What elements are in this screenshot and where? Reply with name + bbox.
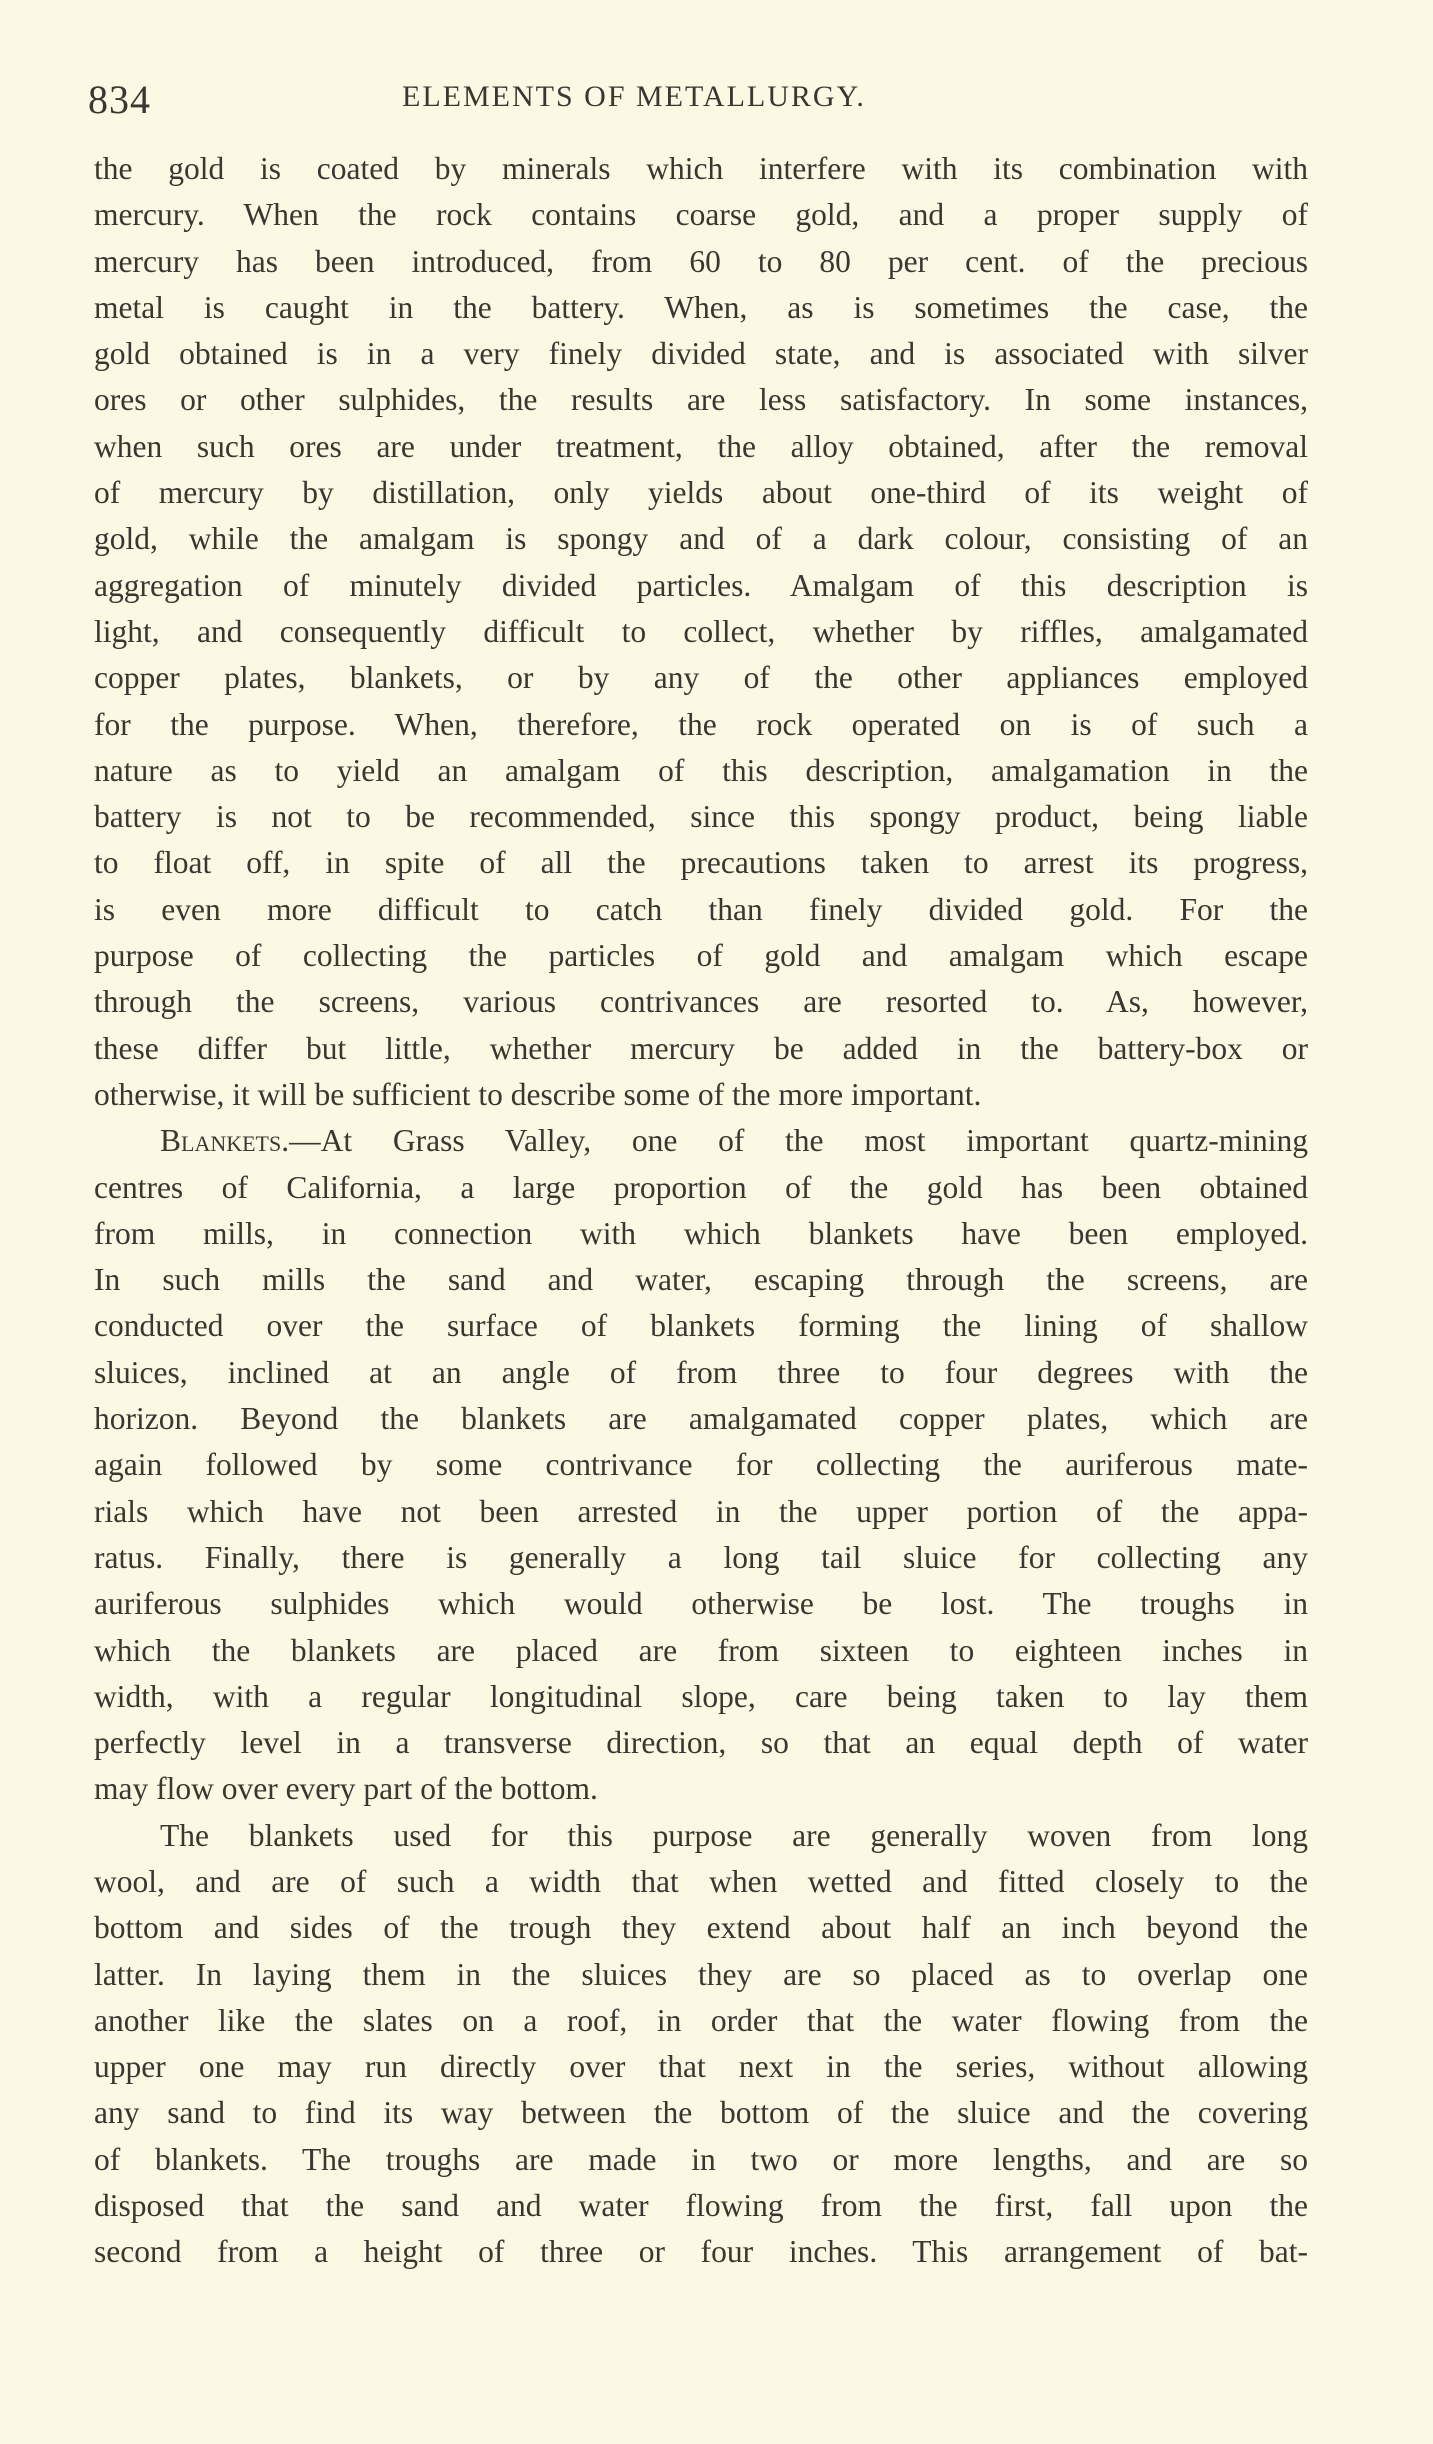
text-line: ores or other sulphides, the results are less satisfactory. In some instances, <box>94 382 1308 418</box>
section-first-line <box>94 1118 1308 1164</box>
text-line: ratus. Finally, there is generally a long tail sluice for collecting any <box>94 1539 1308 1575</box>
text-line: light, and consequently difficult to collect, whether by riffles, amalgamated <box>94 613 1308 649</box>
text-line: horizon. Beyond the blankets are amalgamated copper plates, which are <box>94 1401 1308 1437</box>
body-text <box>94 146 1308 2276</box>
text-line: disposed that the sand and water flowing from the first, fall upon the <box>94 2188 1308 2224</box>
text-line: purpose of collecting the particles of gold and amalgam which escape <box>94 938 1308 974</box>
text-line: latter. In laying them in the sluices they are so placed as to overlap one <box>94 1956 1308 1992</box>
text-line: centres of California, a large proportion of the gold has been obtained <box>94 1169 1308 1205</box>
text-line: when such ores are under treatment, the alloy obtained, after the removal <box>94 428 1308 464</box>
text-line: aggregation of minutely divided particles. Amalgam of this description is <box>94 567 1308 603</box>
text-line: gold obtained is in a very finely divided state, and is associated with silver <box>94 336 1308 372</box>
text-line: sluices, inclined at an angle of from three to four degrees with the <box>94 1354 1308 1390</box>
text-line: width, with a regular longitudinal slope, care being taken to lay them <box>94 1678 1308 1714</box>
text-line: may flow over every part of the bottom. <box>94 1771 598 1807</box>
text-line: any sand to find its way between the bottom of the sluice and the covering <box>94 2095 1308 2131</box>
text-line: upper one may run directly over that next in the series, without allowing <box>94 2049 1308 2085</box>
text-line: another like the slates on a roof, in order that the water flowing from the <box>94 2002 1308 2038</box>
text-line: perfectly level in a transverse direction, so that an equal depth of water <box>94 1725 1308 1761</box>
text-line: bottom and sides of the trough they extend about half an inch beyond the <box>94 1910 1308 1946</box>
text-line: otherwise, it will be sufficient to describe some of the more important. <box>94 1076 982 1112</box>
text-line: of blankets. The troughs are made in two or more lengths, and are so <box>94 2141 1308 2177</box>
text-line: conducted over the surface of blankets forming the lining of shallow <box>94 1308 1308 1344</box>
text-line: At Grass Valley, one of the most important quartz-mining <box>320 1123 1308 1159</box>
text-line: through the screens, various contrivances are resorted to. As, however, <box>94 984 1308 1020</box>
text-line: wool, and are of such a width that when wetted and fitted closely to the <box>94 1863 1308 1899</box>
text-line: these differ but little, whether mercury be added in the battery-box or <box>94 1030 1308 1066</box>
text-line: The blankets used for this purpose are generally woven from long <box>160 1817 1308 1853</box>
text-line: mercury has been introduced, from 60 to 80 per cent. of the precious <box>94 243 1308 279</box>
text-line: for the purpose. When, therefore, the rock operated on is of such a <box>94 706 1308 742</box>
text-line: copper plates, blankets, or by any of the other appliances employed <box>94 660 1308 696</box>
text-line: battery is not to be recommended, since this spongy product, being liable <box>94 799 1308 835</box>
text-line: to float off, in spite of all the precautions taken to arrest its progress, <box>94 845 1308 881</box>
text-line: the gold is coated by minerals which interfere with its combination with <box>94 151 1308 186</box>
text-line: metal is caught in the battery. When, as is sometimes the case, the <box>94 289 1308 325</box>
text-line: which the blankets are placed are from sixteen to eighteen inches in <box>94 1632 1308 1668</box>
text-line: nature as to yield an amalgam of this description, amalgamation in the <box>94 752 1308 788</box>
text-line: second from a height of three or four inches. This arrangement of bat- <box>94 2234 1308 2270</box>
running-title: ELEMENTS OF METALLURGY. <box>402 80 866 113</box>
section-heading: Blankets.— <box>160 1123 321 1159</box>
text-line: of mercury by distillation, only yields about one-third of its weight of <box>94 475 1308 511</box>
text-line: from mills, in connection with which blankets have been employed. <box>94 1215 1308 1251</box>
text-line: rials which have not been arrested in the upper portion of the appa- <box>94 1493 1308 1529</box>
text-line: gold, while the amalgam is spongy and of a dark colour, consisting of an <box>94 521 1308 557</box>
text-line: In such mills the sand and water, escaping through the screens, are <box>94 1262 1308 1298</box>
text-line: again followed by some contrivance for collecting the auriferous mate- <box>94 1447 1308 1483</box>
text-line: mercury. When the rock contains coarse gold, and a proper supply of <box>94 197 1308 233</box>
text-line: is even more difficult to catch than finely divided gold. For the <box>94 891 1308 927</box>
text-line: auriferous sulphides which would otherwise be lost. The troughs in <box>94 1586 1308 1622</box>
page-number: 834 <box>88 77 151 122</box>
